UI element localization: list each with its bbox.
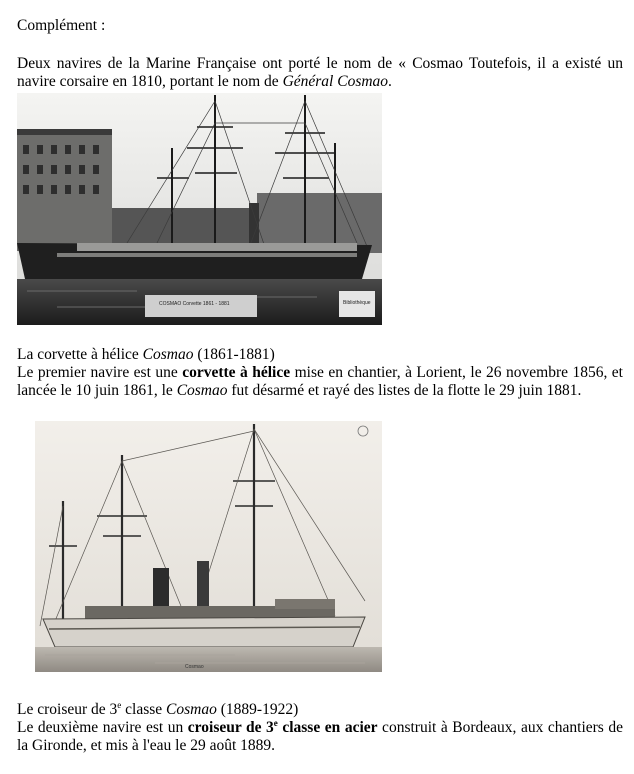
corvette-title-name: Cosmao <box>142 346 194 363</box>
cruiser-title-dates: (1889-1922) <box>216 701 299 718</box>
corvette-title <box>17 346 623 364</box>
intro-text: Deux navires de la Marine Française ont porté le nom de « Cosmao Toutefois, il a existé un navire corsaire en 1810, portant le nom de <box>17 55 623 90</box>
corvette-photo-stamp: Bibliothèque <box>343 300 371 306</box>
cruiser-title-class: classe <box>121 701 167 718</box>
intro-ship-name: Général Cosmao <box>282 73 389 90</box>
cruiser-paragraph <box>17 719 623 755</box>
intro-end: . <box>388 73 392 90</box>
corvette-title-dates: (1861-1881) <box>193 346 275 363</box>
cruiser-title-sup: e <box>117 699 122 710</box>
corvette-photo-image <box>17 93 382 325</box>
complement-heading: Complément : <box>17 17 106 34</box>
corvette-photo <box>17 93 382 325</box>
corvette-text-name: Cosmao <box>176 382 228 399</box>
cruiser-photo-image <box>35 421 382 672</box>
corvette-text-b: mise en chantier, à Lorient, le 26 novembre 1856, et lancée le 10 juin 1861, le <box>17 364 623 399</box>
cruiser-photo-caption: Cosmao <box>185 664 204 670</box>
corvette-title-text: La corvette à hélice <box>17 346 143 363</box>
cruiser-photo <box>35 421 382 672</box>
cruiser-text-bold-a: croiseur de 3 <box>187 719 274 736</box>
cruiser-text-bold-b: classe en acier <box>277 719 378 736</box>
cruiser-title-text: Le croiseur de 3 <box>17 701 118 718</box>
corvette-paragraph <box>17 364 623 400</box>
corvette-text-a: Le premier navire est une <box>17 364 183 381</box>
corvette-text-bold: corvette à hélice <box>182 364 291 381</box>
corvette-text-c: fut désarmé et rayé des listes de la flotte le 29 juin 1881. <box>227 382 582 399</box>
cruiser-title-name: Cosmao <box>166 701 217 718</box>
cruiser-text-b: construit à Bordeaux, aux chantiers de la Gironde, et mis à l'eau le 29 août 1889. <box>17 719 624 754</box>
corvette-photo-caption: COSMAO Corvette 1861 - 1881 <box>159 301 230 307</box>
cruiser-text-bold-sup: e <box>273 717 278 728</box>
intro-paragraph <box>17 55 623 91</box>
cruiser-text-a: Le deuxième navire est un <box>17 719 188 736</box>
cruiser-title <box>17 701 623 719</box>
